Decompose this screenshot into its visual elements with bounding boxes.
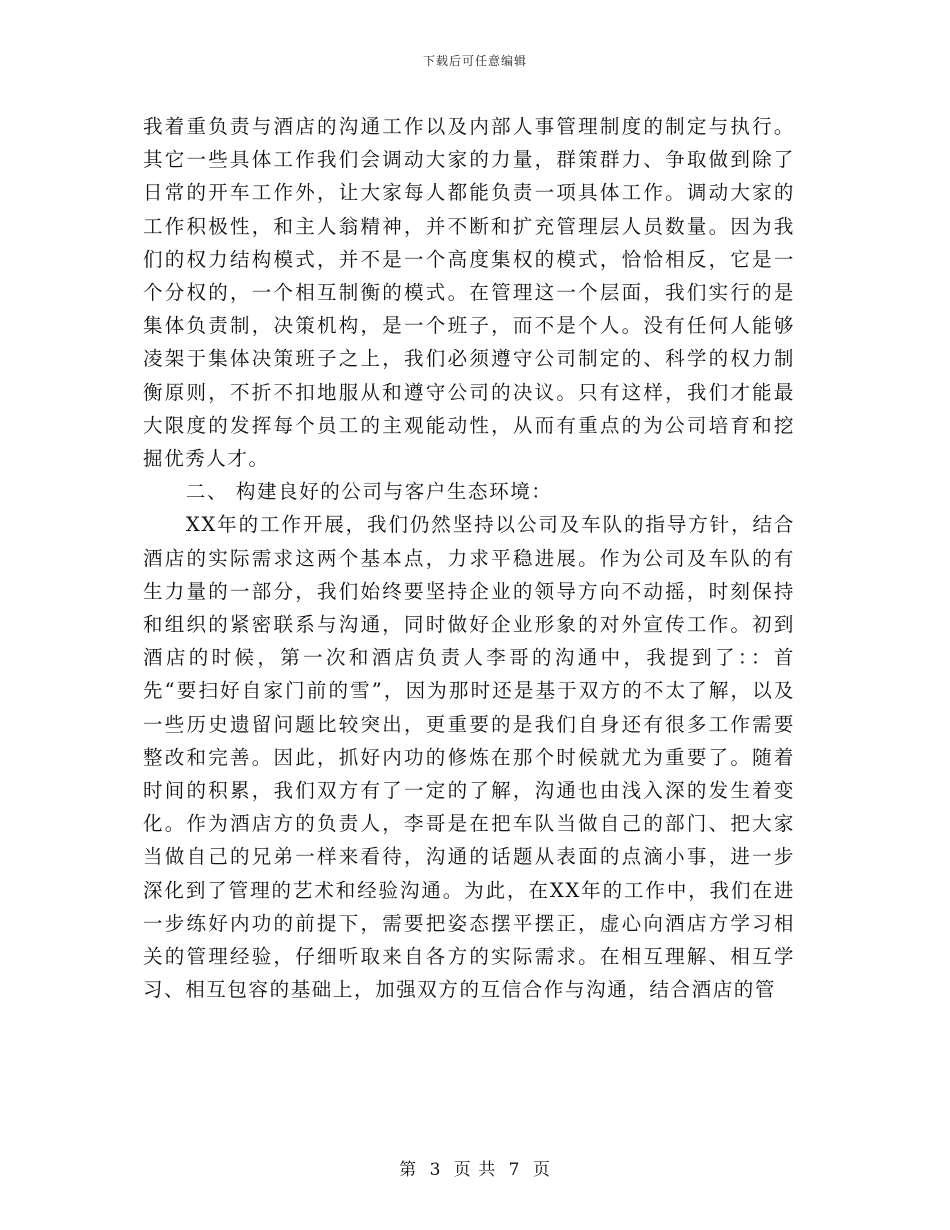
page-mid: 页 共 [453,1160,497,1180]
header-note: 下载后可任意编辑 [422,54,527,68]
page-number-footer [0,1155,950,1180]
page-current: 3 [429,1160,442,1180]
page-prefix: 第 [399,1160,418,1180]
paragraph: XX年的工作开展，我们仍然坚持以公司及车队的指导方针，结合酒店的实际需求这两个基本点，力求平稳进展。作为公司及车队的有生力量的一部分，我们始终要坚持企业的领导方向不动摇，时刻保持和组织的紧密联系与沟通，同时做好企业形象的对外宣传工作。初到酒店的时候，第一次和酒店负责人李哥的沟通中，我提到了：：首先“要扫好自家门前的雪”，因为那时还是基于双方的不太了解，以及一些历史遗留问题比较突出，更重要的是我们自身还有很多工作需要整改和完善。因此，抓好内功的修炼在那个时候就尤为重要了。随着时间的积累，我们双方有了一定的了解，沟通也由浅入深的发生着变化。作为酒店方的负责人，李哥是在把车队当做自己的部门、把大家当做自己的兄弟一样来看待，沟通的话题从表面的点滴小事，进一步深化到了管理的艺术和经验沟通。为此，在XX年的工作中，我们在进一步练好内功的前提下，需要把姿态摆平摆正，虚心向酒店方学习相关的管理经验，仔细听取来自各方的实际需求。在相互理解、相互学习、相互包容的基础上，加强双方的互信合作与沟通，结合酒店的管 [143,513,795,1002]
page-total: 7 [508,1160,521,1180]
section-heading: 二、 构建良好的公司与客户生态环境： [185,480,553,504]
document-body [143,110,795,1006]
paragraph-continuation: 我着重负责与酒店的沟通工作以及内部人事管理制度的制定与执行。其它一些具体工作我们会调动大家的力量，群策群力、争取做到除了日常的开车工作外，让大家每人都能负责一项具体工作。调动大家的工作积极性，和主人翁精神，并不断和扩充管理层人员数量。因为我们的权力结构模式，并不是一个高度集权的模式，恰恰相反，它是一个分权的，一个相互制衡的模式。在管理这一个层面，我们实行的是集体负责制，决策机构，是一个班子，而不是个人。没有任何人能够凌架于集体决策班子之上，我们必须遵守公司制定的、科学的权力制衡原则，不折不扣地服从和遵守公司的决议。只有这样，我们才能最大限度的发挥每个员工的主观能动性，从而有重点的为公司培育和挖掘优秀人才。 [143,115,795,471]
page-suffix: 页 [532,1160,551,1180]
